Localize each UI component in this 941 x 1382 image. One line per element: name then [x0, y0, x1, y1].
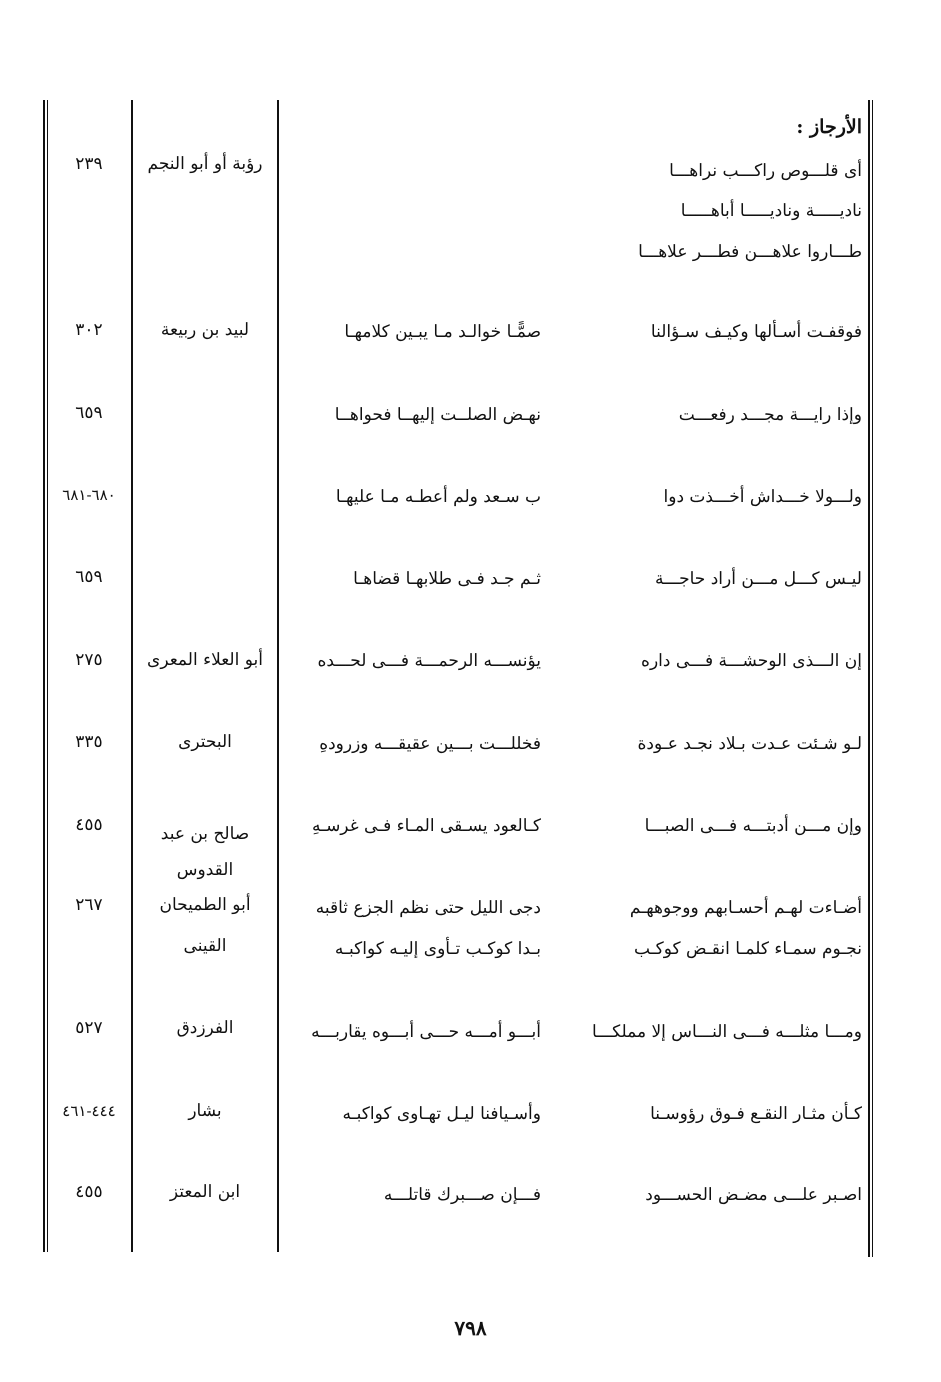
hemistich-second: فخللـــت بـــين عقيقـــه وزرودهِ: [319, 734, 541, 754]
page-reference: ٤٥٥: [75, 815, 103, 835]
hemistich-second: يؤنســـه الرحمـــة فـــى لحـــده: [317, 651, 541, 671]
left-border-line: [43, 100, 45, 1252]
page-reference: ٦٥٩: [75, 403, 103, 423]
poet-column-divider: [277, 100, 279, 1252]
hemistich-first: وإذا رايـــة مجـــد رفعـــت: [678, 405, 862, 425]
hemistich-second: كـالعود يسـقى المـاء فـى غرسـهِ: [311, 816, 541, 836]
hemistich-second: ب سـعد ولم أعطـه مـا عليهـا: [335, 487, 541, 507]
page-reference: ٢٣٩: [75, 154, 103, 174]
rajaz-line: أى قلـــوص راكـــب نراهـــا: [669, 161, 862, 181]
page-column-divider: [131, 100, 133, 1252]
page-reference: ٦٨٠-٦٨١: [62, 486, 116, 504]
section-heading: الأرجاز :: [796, 116, 862, 138]
page-reference: ٣٠٢: [75, 320, 103, 340]
poet-name: رؤبة أو أبو النجم: [147, 154, 263, 174]
poet-name: القينى: [183, 936, 227, 956]
left-border-line-inner: [47, 100, 48, 1252]
page-number: ٧٩٨: [454, 1316, 487, 1340]
poet-name: لبيد بن ربيعة: [160, 320, 250, 340]
poet-name: صالح بن عبد القدوس: [160, 824, 250, 880]
hemistich-second: بـدا كوكـب تـأوى إليـه كواكبـه: [334, 939, 541, 959]
poet-name: أبو العلاء المعرى: [147, 650, 263, 670]
hemistich-first: لـو شـئت عـدت بـلاد نجـد عـودة: [637, 734, 862, 754]
page-reference: ٤٤٤-٤٦١: [62, 1102, 116, 1120]
page-reference: ٢٦٧: [75, 895, 103, 915]
right-border-line: [868, 100, 870, 1257]
poet-name: بشار: [188, 1101, 222, 1121]
hemistich-second: نهـض الصلــت إليهــا فحواهــا: [334, 405, 541, 425]
hemistich-second: ثـم جـد فـى طلابهـا قضاهـا: [353, 569, 541, 589]
hemistich-first: وإن مـــن أدبتـــه فـــى الصبـــا: [644, 816, 862, 836]
hemistich-second: دجى الليل حتى نظم الجزع ثاقبه: [315, 898, 541, 918]
page-reference: ٦٥٩: [75, 567, 103, 587]
page-reference: ٢٧٥: [75, 650, 103, 670]
hemistich-second: أبـــو أمـــه حـــى أبـــوه يقاربـــه: [311, 1022, 541, 1042]
poet-name: الفرزدق: [176, 1018, 234, 1038]
hemistich-first: ومـــا مثلـــه فـــى النـــاس إلا مملكـــا: [591, 1022, 862, 1042]
hemistich-first: ليـس كـــل مـــن أراد حاجـــة: [655, 569, 862, 589]
right-border-line-inner: [872, 100, 873, 1257]
poet-name: أبو الطميحان: [159, 895, 251, 915]
hemistich-first: كـأن مثـار النقـع فـوق رؤوسـنا: [650, 1104, 862, 1124]
rajaz-line: طـــاروا علاهـــن فطـــر علاهـــا: [638, 242, 862, 262]
hemistich-second: صمًّـا خوالـد مـا يبـين كلامهـا: [344, 322, 541, 342]
hemistich-first: اصـبر علـــى مضـض الحســـود: [645, 1185, 862, 1205]
page-reference: ٤٥٥: [75, 1182, 103, 1202]
poet-name: البحترى: [178, 732, 232, 752]
hemistich-first: ولـــولا خـــداش أخـــذت دوا: [663, 487, 862, 507]
hemistich-first: إن الـــذى الوحشـــة فـــى داره: [641, 651, 862, 671]
rajaz-line: ناديـــــة وناديـــــا أباهـــــا: [680, 201, 862, 221]
hemistich-first: فوقفـت أسـألها وكيـف سـؤالنا: [650, 322, 862, 342]
page-reference: ٣٣٥: [75, 732, 103, 752]
hemistich-second: فـــإن صـــبرك قاتلـــه: [383, 1185, 541, 1205]
hemistich-second: وأسـيافنا ليـل تهـاوى كواكبـه: [342, 1104, 541, 1124]
hemistich-first: نجـوم سمـاء كلمـا انقـض كوكـب: [633, 939, 862, 959]
poet-name: ابن المعتز: [169, 1182, 241, 1202]
page-reference: ٥٢٧: [75, 1018, 103, 1038]
hemistich-first: أضـاءت لهـم أحسـابهم ووجوههـم: [629, 898, 862, 918]
